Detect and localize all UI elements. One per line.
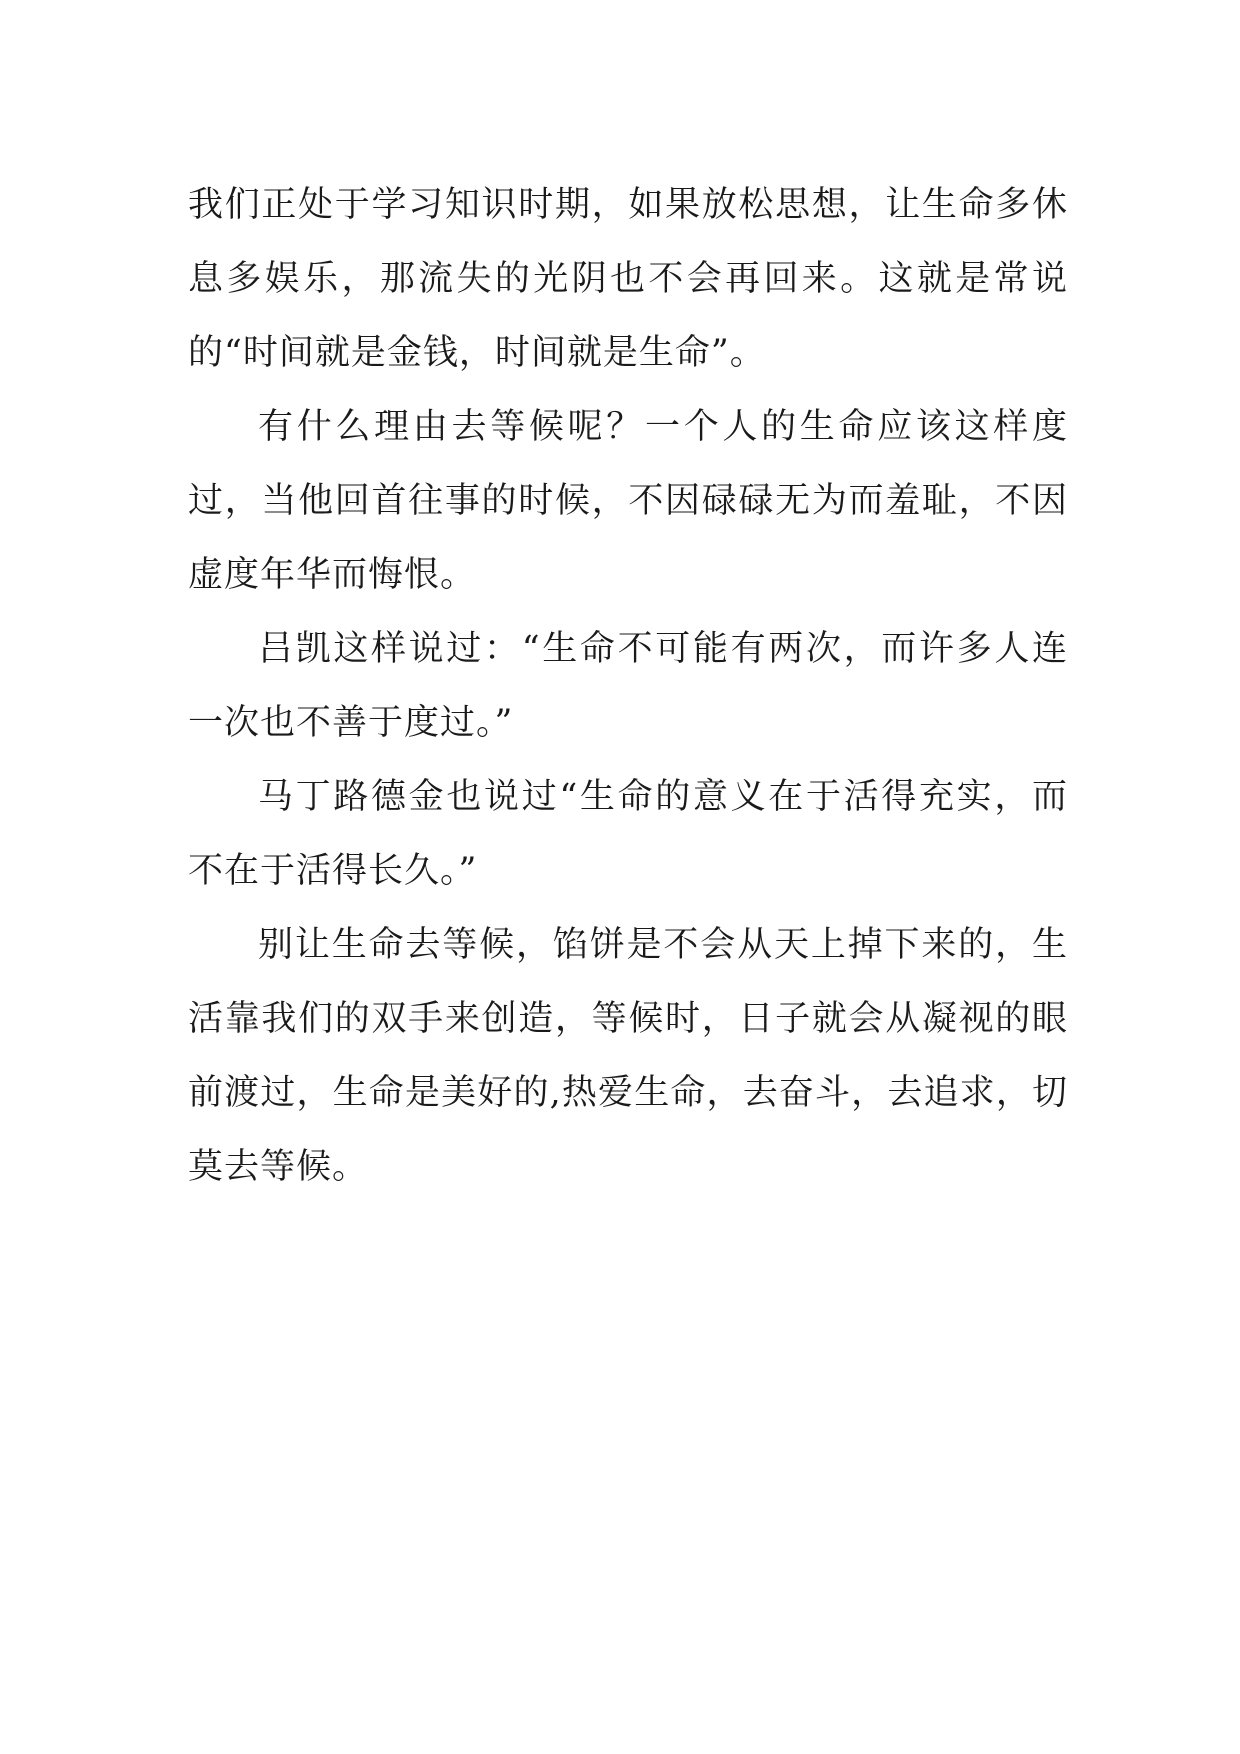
paragraph-5: 别让生命去等候，馅饼是不会从天上掉下来的，生活靠我们的双手来创造，等候时，日子就会从凝视的眼前渡过，生命是美好的,热爱生命，去奋斗，去追求，切莫去等候。	[188, 925, 1068, 1187]
paragraph-3: 吕凯这样说过：“生命不可能有两次，而许多人连一次也不善于度过。”	[188, 629, 1068, 743]
paragraph-1: 我们正处于学习知识时期，如果放松思想，让生命多休息多娱乐，那流失的光阴也不会再回来。这就是常说的“时间就是金钱，时间就是生命”。	[188, 185, 1068, 373]
paragraph-4: 马丁路德金也说过“生命的意义在于活得充实，而不在于活得长久。”	[188, 777, 1068, 891]
paragraph-2: 有什么理由去等候呢？一个人的生命应该这样度过，当他回首往事的时候，不因碌碌无为而羞耻，不因虚度年华而悔恨。	[188, 407, 1068, 595]
document-body	[188, 168, 1068, 1204]
